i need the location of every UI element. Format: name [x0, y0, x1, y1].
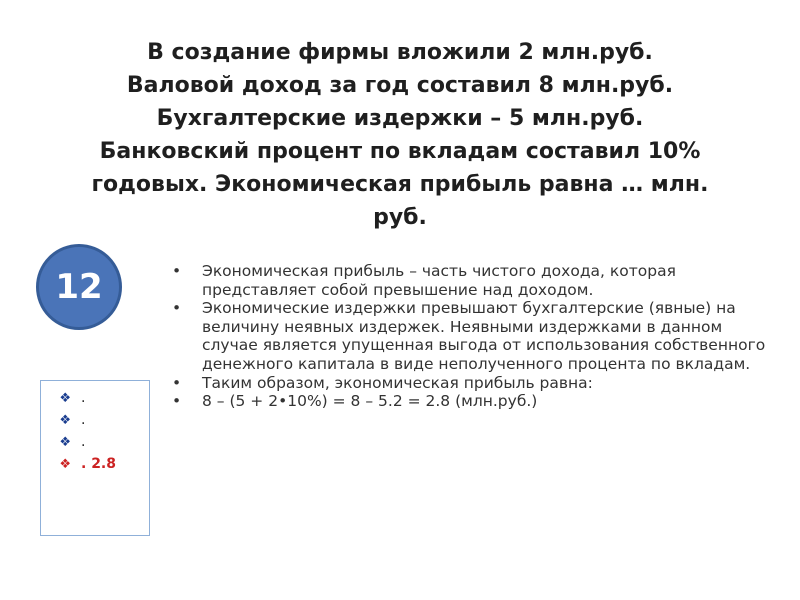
list-item-text: Экономическая прибыль – часть чистого дохода, которая представляет собой превышение над доходом.	[202, 262, 676, 299]
title-line: Бухгалтерские издержки – 5 млн.руб.	[156, 106, 644, 131]
question-number-badge: 12	[36, 244, 122, 330]
answer-option-label: .	[81, 434, 86, 450]
diamond-bullet-icon: ❖	[59, 434, 71, 450]
answer-option-label: . 2.8	[81, 456, 116, 472]
title-line: годовых. Экономическая прибыль равна … млн.	[91, 172, 709, 197]
answer-option[interactable]	[41, 387, 149, 409]
title-line: Банковский процент по вкладам составил 10%	[99, 139, 701, 164]
explanation-list	[172, 262, 772, 411]
bullet-icon: •	[172, 373, 182, 392]
list-item	[172, 299, 772, 373]
title-line: В создание фирмы вложили 2 млн.руб.	[147, 40, 653, 65]
answer-option[interactable]	[41, 431, 149, 453]
answer-options-box	[40, 380, 150, 536]
title-line: Валовой доход за год составил 8 млн.руб.	[126, 73, 674, 98]
bullet-icon: •	[172, 262, 182, 280]
list-item-text: Экономические издержки превышают бухгалтерские (явные) на величину неявных издержек. Неявными издержками в данном случае является упущенная выгода от использования собственного денежного капитала в виде неполученного процента по вкладам.	[202, 299, 766, 373]
bullet-icon: •	[172, 392, 182, 411]
answer-option[interactable]	[41, 409, 149, 431]
title-line: руб.	[373, 205, 427, 230]
diamond-bullet-icon: ❖	[59, 412, 71, 428]
list-item	[172, 374, 772, 393]
bullet-icon: •	[172, 299, 182, 318]
list-item-text: Таким образом, экономическая прибыль равна:	[202, 373, 593, 392]
diamond-bullet-icon: ❖	[59, 390, 71, 406]
answer-option-label: .	[81, 390, 86, 406]
answer-option-correct[interactable]	[41, 453, 149, 475]
list-item	[172, 392, 772, 411]
answer-option-label: .	[81, 412, 86, 428]
diamond-bullet-icon: ❖	[59, 456, 71, 472]
list-item-text: 8 – (5 + 2•10%) = 8 – 5.2 = 2.8 (млн.руб.)	[202, 392, 538, 411]
list-item	[172, 262, 772, 299]
problem-title	[40, 36, 760, 234]
